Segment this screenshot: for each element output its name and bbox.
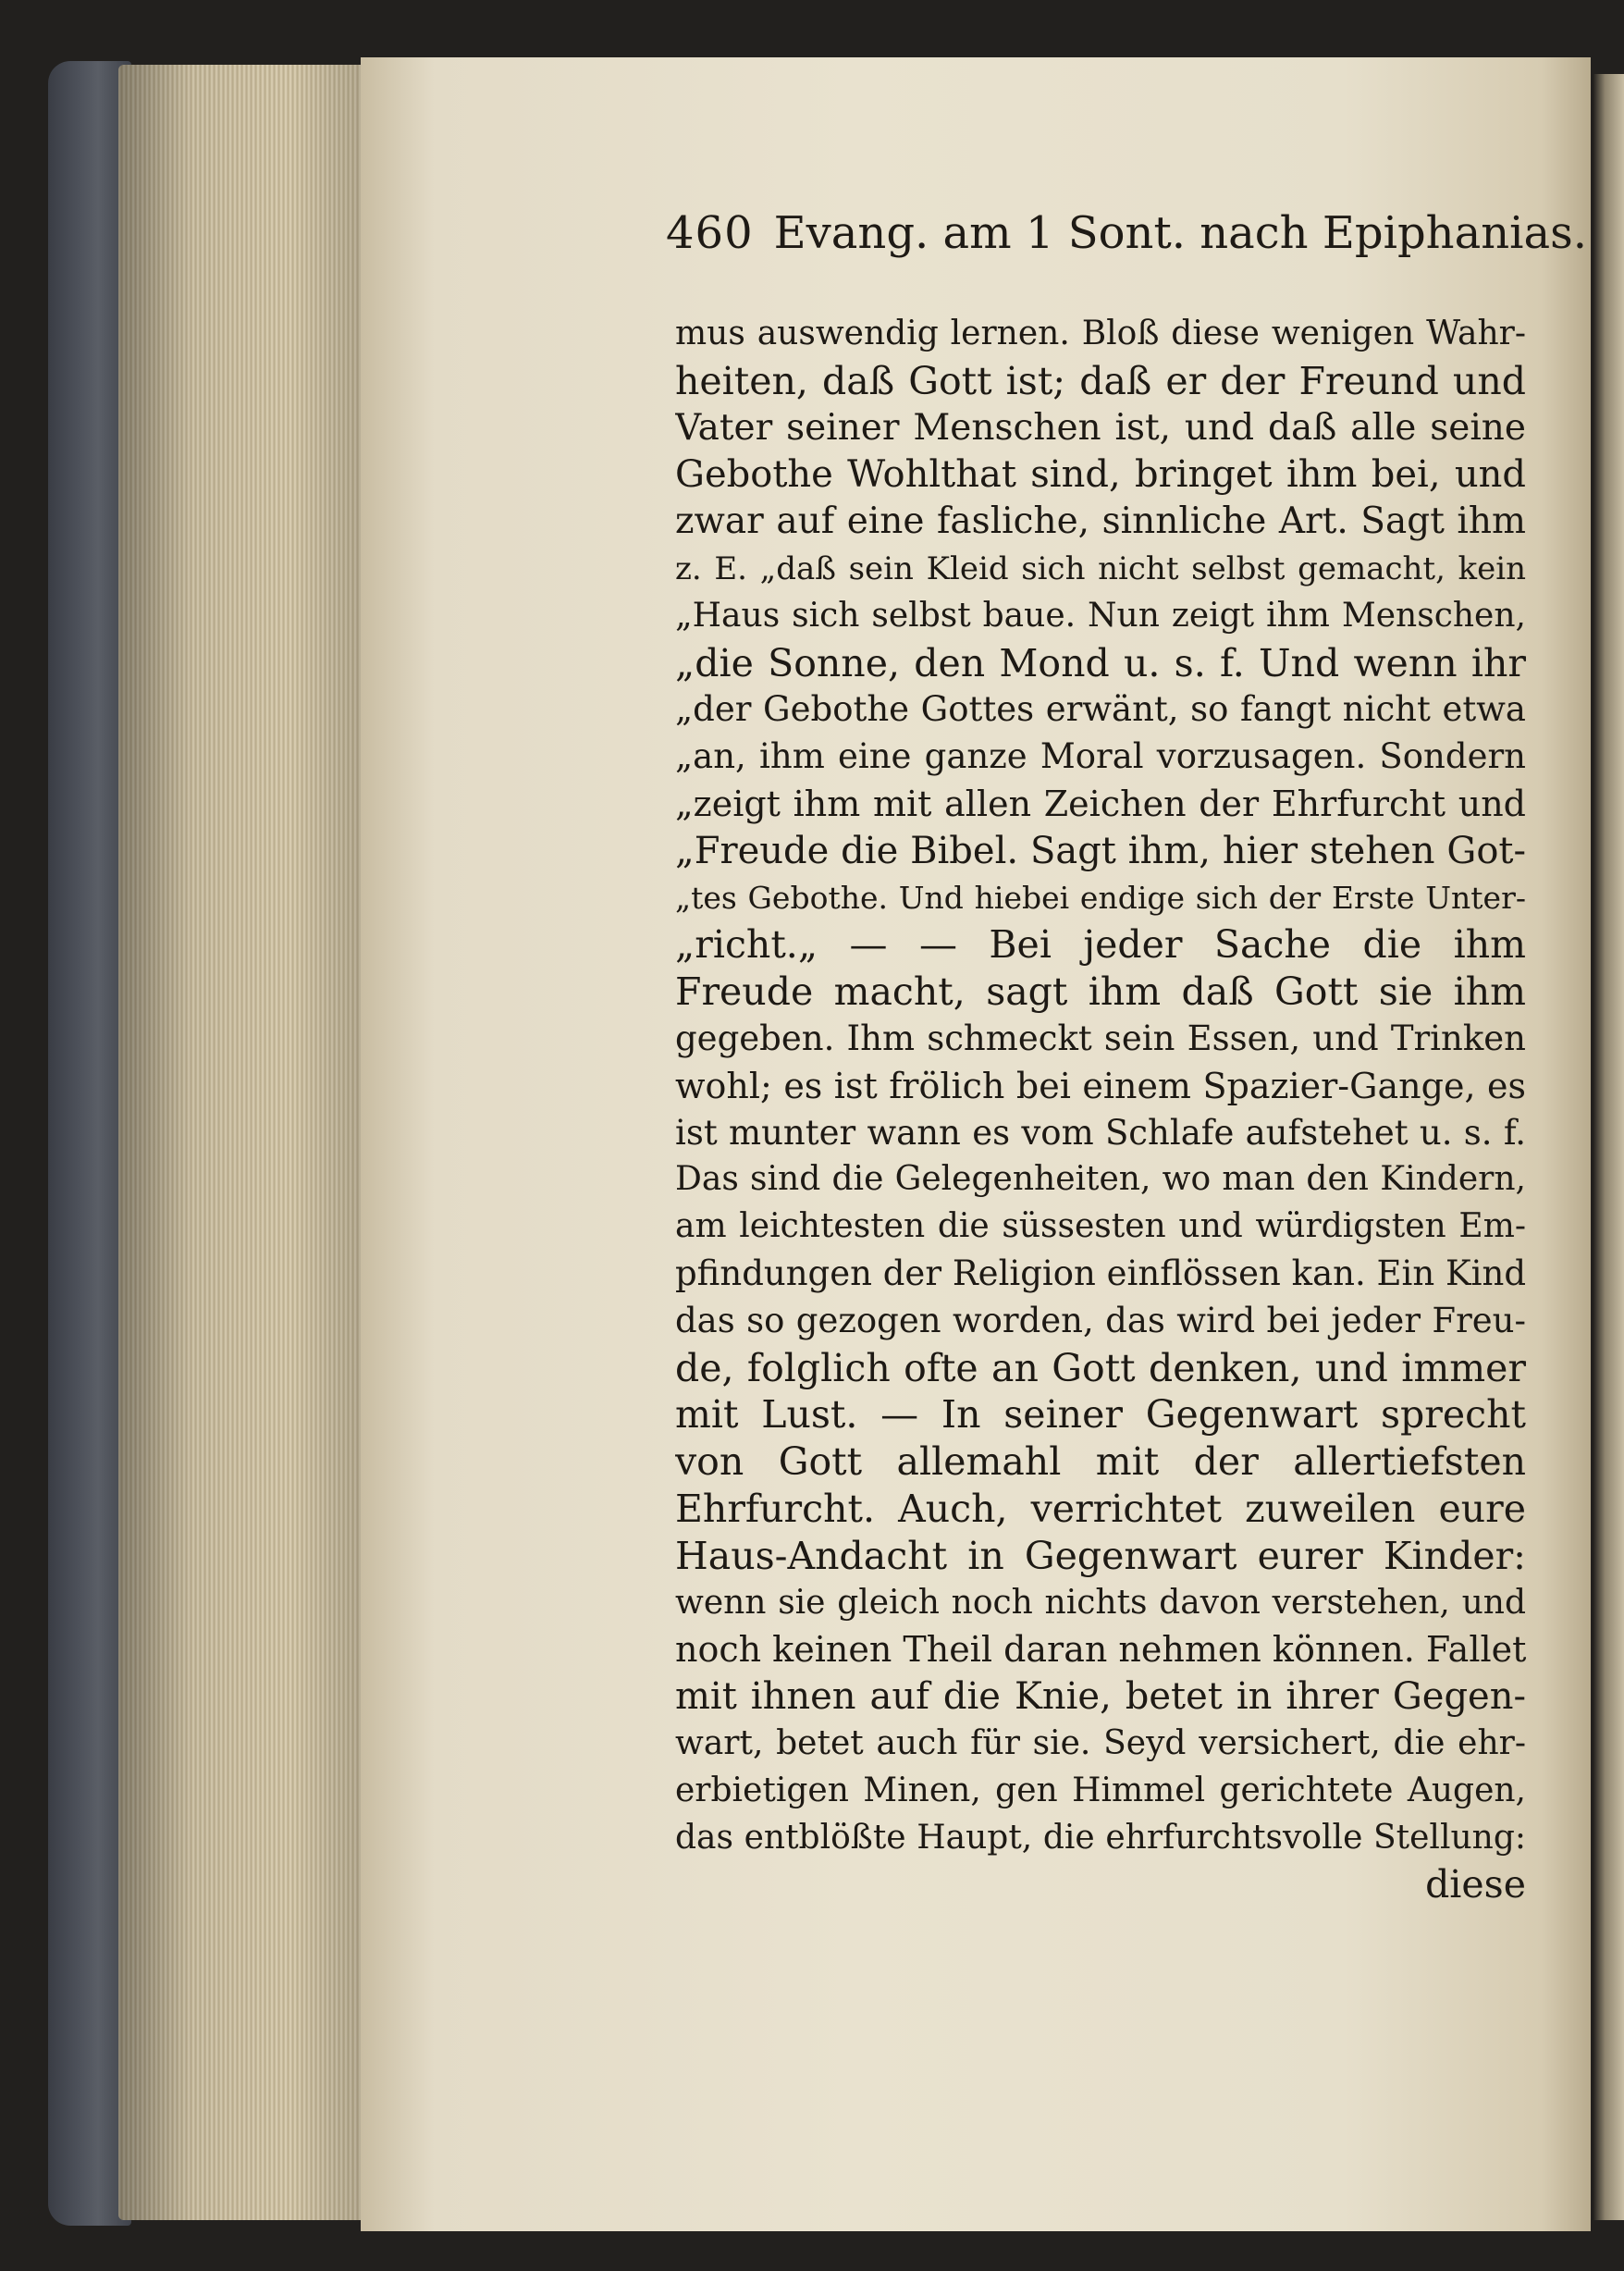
- text-line: „an, ihm eine ganze Moral vorzusagen. Sondern: [675, 736, 1526, 777]
- text-line: „zeigt ihm mit allen Zeichen der Ehrfurcht und: [675, 783, 1526, 824]
- text-line: am leichtesten die süssesten und würdigsten Em-: [675, 1207, 1526, 1246]
- text-line: mus auswendig lernen. Bloß diese wenigen Wahr-: [675, 315, 1526, 352]
- text-line: pfindungen der Religion einflössen kan. Ein Kind: [675, 1253, 1526, 1293]
- text-line: gegeben. Ihm schmeckt sein Essen, und Trinken: [675, 1018, 1526, 1058]
- text-line: „die Sonne, den Mond u. s. f. Und wenn ihr: [675, 640, 1526, 685]
- text-line: Ehrfurcht. Auch, verrichtet zuweilen eure: [675, 1486, 1526, 1531]
- page-edges-shadow: [118, 65, 363, 2220]
- text-line: „Haus sich selbst baue. Nun zeigt ihm Menschen,: [675, 596, 1526, 635]
- text-line: Vater seiner Menschen ist, und daß alle seine: [675, 406, 1526, 449]
- page-header: [666, 207, 1587, 259]
- text-line: Freude macht, sagt ihm daß Gott sie ihm: [675, 969, 1526, 1015]
- text-line: „Freude die Bibel. Sagt ihm, hier stehen Got-: [675, 829, 1526, 872]
- text-line: „der Gebothe Gottes erwänt, so fangt nicht etwa: [675, 689, 1526, 730]
- text-line: ist munter wann es vom Schlafe aufstehet u. s. f.: [675, 1112, 1526, 1153]
- page-number: 460: [666, 207, 754, 259]
- text-line: heiten, daß Gott ist; daß er der Freund und: [675, 358, 1526, 403]
- text-line: mit Lust. — In seiner Gegenwart sprecht: [675, 1392, 1526, 1438]
- text-line: erbietigen Minen, gen Himmel gerichtete Augen,: [675, 1771, 1526, 1809]
- text-line: Haus-Andacht in Gegenwart eurer Kinder:: [675, 1533, 1526, 1578]
- body-text: [675, 311, 1526, 1908]
- text-line: Das sind die Gelegenheiten, wo man den Kindern,: [675, 1160, 1526, 1199]
- text-line: „tes Gebothe. Und hiebei endige sich der Erste Unter-: [675, 879, 1526, 916]
- text-line: de, folglich ofte an Gott denken, und immer: [675, 1345, 1526, 1390]
- text-line: wohl; es ist frölich bei einem Spazier-Gange, es: [675, 1065, 1526, 1106]
- text-line: das so gezogen worden, das wird bei jeder Freu-: [675, 1300, 1526, 1340]
- text-line: wenn sie gleich noch nichts davon verstehen, und: [675, 1583, 1526, 1622]
- text-line: Gebothe Wohlthat sind, bringet ihm bei, und: [675, 453, 1526, 497]
- catchword: diese: [1425, 1862, 1526, 1907]
- text-line: wart, betet auch für sie. Seyd versichert, die ehr-: [675, 1723, 1526, 1762]
- text-line: „richt.„ — — Bei jeder Sache die ihm: [675, 922, 1526, 968]
- text-line: mit ihnen auf die Knie, betet in ihrer Gegen-: [675, 1675, 1526, 1719]
- text-line: z. E. „daß sein Kleid sich nicht selbst gemacht, kein: [675, 549, 1526, 587]
- opposite-page-edge: [1593, 74, 1624, 2220]
- running-title: Evang. am 1 Sont. nach Epiphanias.: [773, 207, 1587, 259]
- text-line: noch keinen Theil daran nehmen können. Fallet: [675, 1629, 1526, 1671]
- text-line: das entblößte Haupt, die ehrfurchtsvolle Stellung:: [675, 1818, 1526, 1857]
- text-line: zwar auf eine fasliche, sinnliche Art. Sagt ihm: [675, 500, 1526, 543]
- text-line: von Gott allemahl mit der allertiefsten: [675, 1439, 1526, 1485]
